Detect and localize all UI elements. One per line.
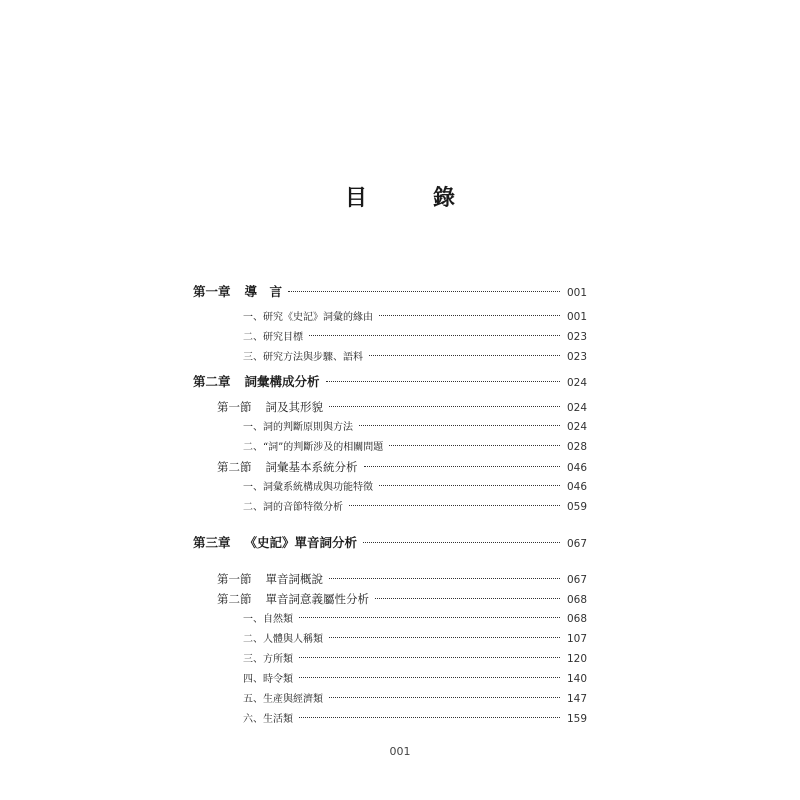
page-ref: 159 [566, 713, 587, 725]
leader-dots [299, 677, 560, 678]
item-title: 二、“詞”的判斷涉及的相關問題 [243, 442, 384, 453]
leader-dots [375, 598, 560, 599]
leader-dots [329, 406, 560, 407]
page-ref: 046 [566, 462, 587, 474]
toc-item[interactable] [193, 689, 587, 709]
leader-dots [369, 355, 560, 356]
leader-dots [299, 717, 560, 718]
leader-dots [299, 657, 560, 658]
leader-dots [389, 445, 560, 446]
page-ref: 023 [566, 351, 587, 363]
page-ref: 107 [566, 633, 587, 645]
leader-dots [363, 542, 560, 543]
section-label: 第一節 [217, 572, 252, 586]
toc-section[interactable] [193, 569, 587, 589]
leader-dots [309, 335, 560, 336]
leader-dots [379, 485, 560, 486]
page-ref: 001 [566, 287, 587, 299]
item-title: 三、方所類 [243, 654, 293, 665]
page-ref: 120 [566, 653, 587, 665]
chapter-title: 詞彙構成分析 [244, 374, 320, 389]
leader-dots [364, 466, 561, 467]
leader-dots [329, 578, 560, 579]
toc-item[interactable] [193, 307, 587, 327]
chapter-label: 第一章 [193, 284, 231, 299]
item-title: 一、詞的判斷原則與方法 [243, 422, 353, 433]
toc-item[interactable] [193, 497, 587, 517]
section-label: 第二節 [217, 460, 252, 474]
toc-section[interactable] [193, 457, 587, 477]
item-title: 一、研究《史記》詞彙的緣由 [243, 312, 373, 323]
leader-dots [299, 617, 560, 618]
page-title: 目 錄 [344, 185, 477, 211]
leader-dots [379, 315, 560, 316]
chapter-label: 第三章 [193, 535, 231, 550]
toc-item[interactable] [193, 477, 587, 497]
page-ref: 028 [566, 441, 587, 453]
item-title: 二、研究目標 [243, 332, 303, 343]
item-title: 一、自然類 [243, 614, 293, 625]
page-number: 001 [389, 745, 411, 758]
leader-dots [329, 697, 560, 698]
item-title: 六、生活類 [243, 714, 293, 725]
page-ref: 023 [566, 331, 587, 343]
item-title: 三、研究方法與步驟、語料 [243, 352, 363, 363]
page-ref: 067 [566, 538, 587, 550]
item-title: 五、生產與經濟類 [243, 694, 323, 705]
toc-item[interactable] [193, 417, 587, 437]
section-title: 詞彙基本系統分析 [265, 460, 358, 474]
leader-dots [329, 637, 560, 638]
toc-item[interactable] [193, 649, 587, 669]
page-ref: 140 [566, 673, 587, 685]
page-ref: 024 [566, 402, 587, 414]
section-title: 單音詞意義屬性分析 [265, 592, 369, 606]
table-of-contents [193, 282, 587, 729]
item-title: 二、人體與人稱類 [243, 634, 323, 645]
toc-item[interactable] [193, 669, 587, 689]
page-ref: 024 [566, 377, 587, 389]
toc-item[interactable] [193, 709, 587, 729]
leader-dots [288, 291, 560, 292]
toc-chapter-1[interactable] [193, 282, 587, 302]
page-ref: 001 [566, 311, 587, 323]
page-ref: 024 [566, 421, 587, 433]
leader-dots [326, 381, 560, 382]
toc-chapter-3[interactable] [193, 533, 587, 553]
toc-item[interactable] [193, 347, 587, 367]
toc-item[interactable] [193, 437, 587, 457]
page-ref: 147 [566, 693, 587, 705]
toc-chapter-2[interactable] [193, 372, 587, 392]
toc-item[interactable] [193, 629, 587, 649]
item-title: 一、詞彙系統構成與功能特徵 [243, 482, 373, 493]
section-label: 第一節 [217, 400, 252, 414]
toc-item[interactable] [193, 327, 587, 347]
toc-section[interactable] [193, 589, 587, 609]
toc-section[interactable] [193, 397, 587, 417]
page-ref: 046 [566, 481, 587, 493]
page-ref: 067 [566, 574, 587, 586]
chapter-title: 《史記》單音詞分析 [244, 535, 358, 550]
section-label: 第二節 [217, 592, 252, 606]
leader-dots [349, 505, 560, 506]
section-title: 詞及其形貌 [265, 400, 323, 414]
toc-item[interactable] [193, 609, 587, 629]
leader-dots [359, 425, 560, 426]
item-title: 四、時令類 [243, 674, 293, 685]
item-title: 二、詞的音節特徵分析 [243, 502, 343, 513]
page-ref: 068 [566, 613, 587, 625]
page-ref: 068 [566, 594, 587, 606]
chapter-label: 第二章 [193, 374, 231, 389]
chapter-title: 導 言 [244, 284, 283, 299]
page-ref: 059 [566, 501, 587, 513]
section-title: 單音詞概說 [265, 572, 323, 586]
